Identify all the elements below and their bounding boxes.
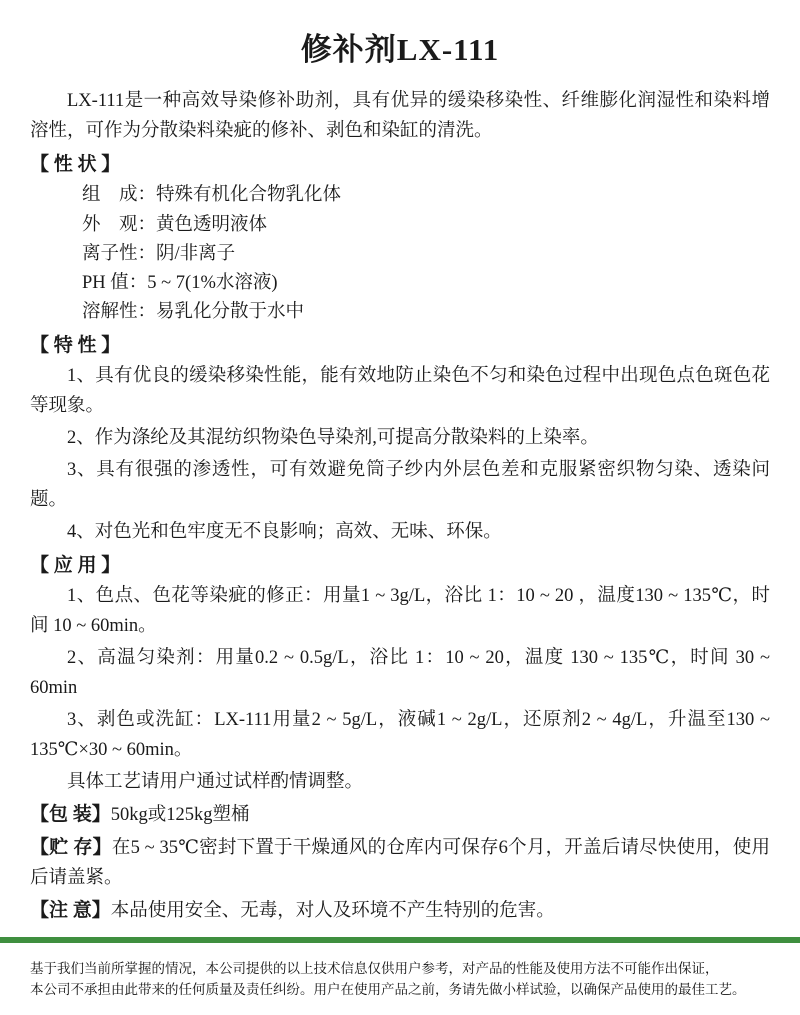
footer-line: 本公司不承担由此带来的任何质量及责任纠纷。用户在使用产品之前，务请先做小样试验，以确保产品使用的最佳工艺。 <box>30 982 746 998</box>
application-item: 3、剥色或洗缸：LX-111用量2 ~ 5g/L，液碱1 ~ 2g/L，还原剂2 ~ 4g/L，升温至130 ~ 135℃×30 ~ 60min。 <box>30 710 770 761</box>
application-item: 1、色点、色花等染疵的修正：用量1 ~ 3g/L，浴比 1：10 ~ 20 ，温度130 ~ 135℃，时间 10 ~ 60min。 <box>30 586 770 637</box>
property-value: 特殊有机化合物乳化体 <box>156 185 342 206</box>
section-heading-features: 【 特 性 】 <box>30 334 121 356</box>
intro-paragraph: LX-111是一种高效导染修补助剂，具有优异的缓染移染性、纤维膨化润湿性和染料增溶性，可作为分散染料染疵的修补、剥色和染缸的清洗。 <box>30 91 770 141</box>
feature-item: 3、具有很强的渗透性，可有效避免筒子纱内外层色差和克服紧密织物匀染、透染问题。 <box>30 459 770 510</box>
section-packing <box>30 800 770 831</box>
property-label: 离子性： <box>82 243 157 264</box>
property-label: 组 成： <box>82 185 157 206</box>
section-heading-application: 【 应 用 】 <box>30 554 121 576</box>
footer-divider <box>0 937 800 943</box>
feature-item: 2、作为涤纶及其混纺织物染色导染剂,可提高分散染料的上染率。 <box>67 427 599 448</box>
footer-disclaimer <box>30 958 770 1001</box>
attention-text: 本品使用安全、无毒，对人及环境不产生特别的危害。 <box>110 901 555 922</box>
property-label: PH 值： <box>82 273 148 294</box>
section-heading-attention: 【注 意】 <box>30 900 111 922</box>
feature-item: 1、具有优良的缓染移染性能，能有效地防止染色不匀和染色过程中出现色点色斑色花等现象。 <box>30 366 770 416</box>
property-row <box>82 181 770 210</box>
property-row <box>82 240 770 269</box>
section-attention <box>30 896 770 927</box>
application-item: 2、高温匀染剂：用量0.2 ~ 0.5g/L，浴比 1：10 ~ 20，温度 130 ~ 135℃，时间 30 ~ 60min <box>30 648 770 699</box>
packing-text: 50kg或125kg塑桶 <box>110 805 250 826</box>
footer-line: 基于我们当前所掌握的情况，本公司提供的以上技术信息仅供用户参考，对产品的性能及使用方法不可能作出保证， <box>30 960 719 976</box>
section-heading-properties: 【 性 状 】 <box>30 153 121 175</box>
property-row <box>82 211 770 240</box>
property-value: 5 ~ 7(1%水溶液) <box>147 273 278 294</box>
property-value: 阴/非离子 <box>156 243 236 264</box>
storage-text: 在5 ~ 35℃密封下置于干燥通风的仓库内可保存6个月，开盖后请尽快使用，使用后请盖紧。 <box>30 838 770 889</box>
section-storage <box>30 833 770 894</box>
section-heading-packing: 【包 装】 <box>30 804 111 826</box>
page-title: 修补剂LX-111 <box>300 32 500 67</box>
property-value: 黄色透明液体 <box>156 214 268 235</box>
application-note: 具体工艺请用户通过试样酌情调整。 <box>67 772 364 793</box>
property-label: 溶解性： <box>82 302 157 323</box>
section-heading-storage: 【贮 存】 <box>30 837 112 859</box>
feature-item: 4、对色光和色牢度无不良影响；高效、无味、环保。 <box>67 521 502 542</box>
property-row <box>82 298 770 327</box>
property-value: 易乳化分散于水中 <box>156 302 305 323</box>
property-row <box>82 269 770 298</box>
property-label: 外 观： <box>82 214 157 235</box>
